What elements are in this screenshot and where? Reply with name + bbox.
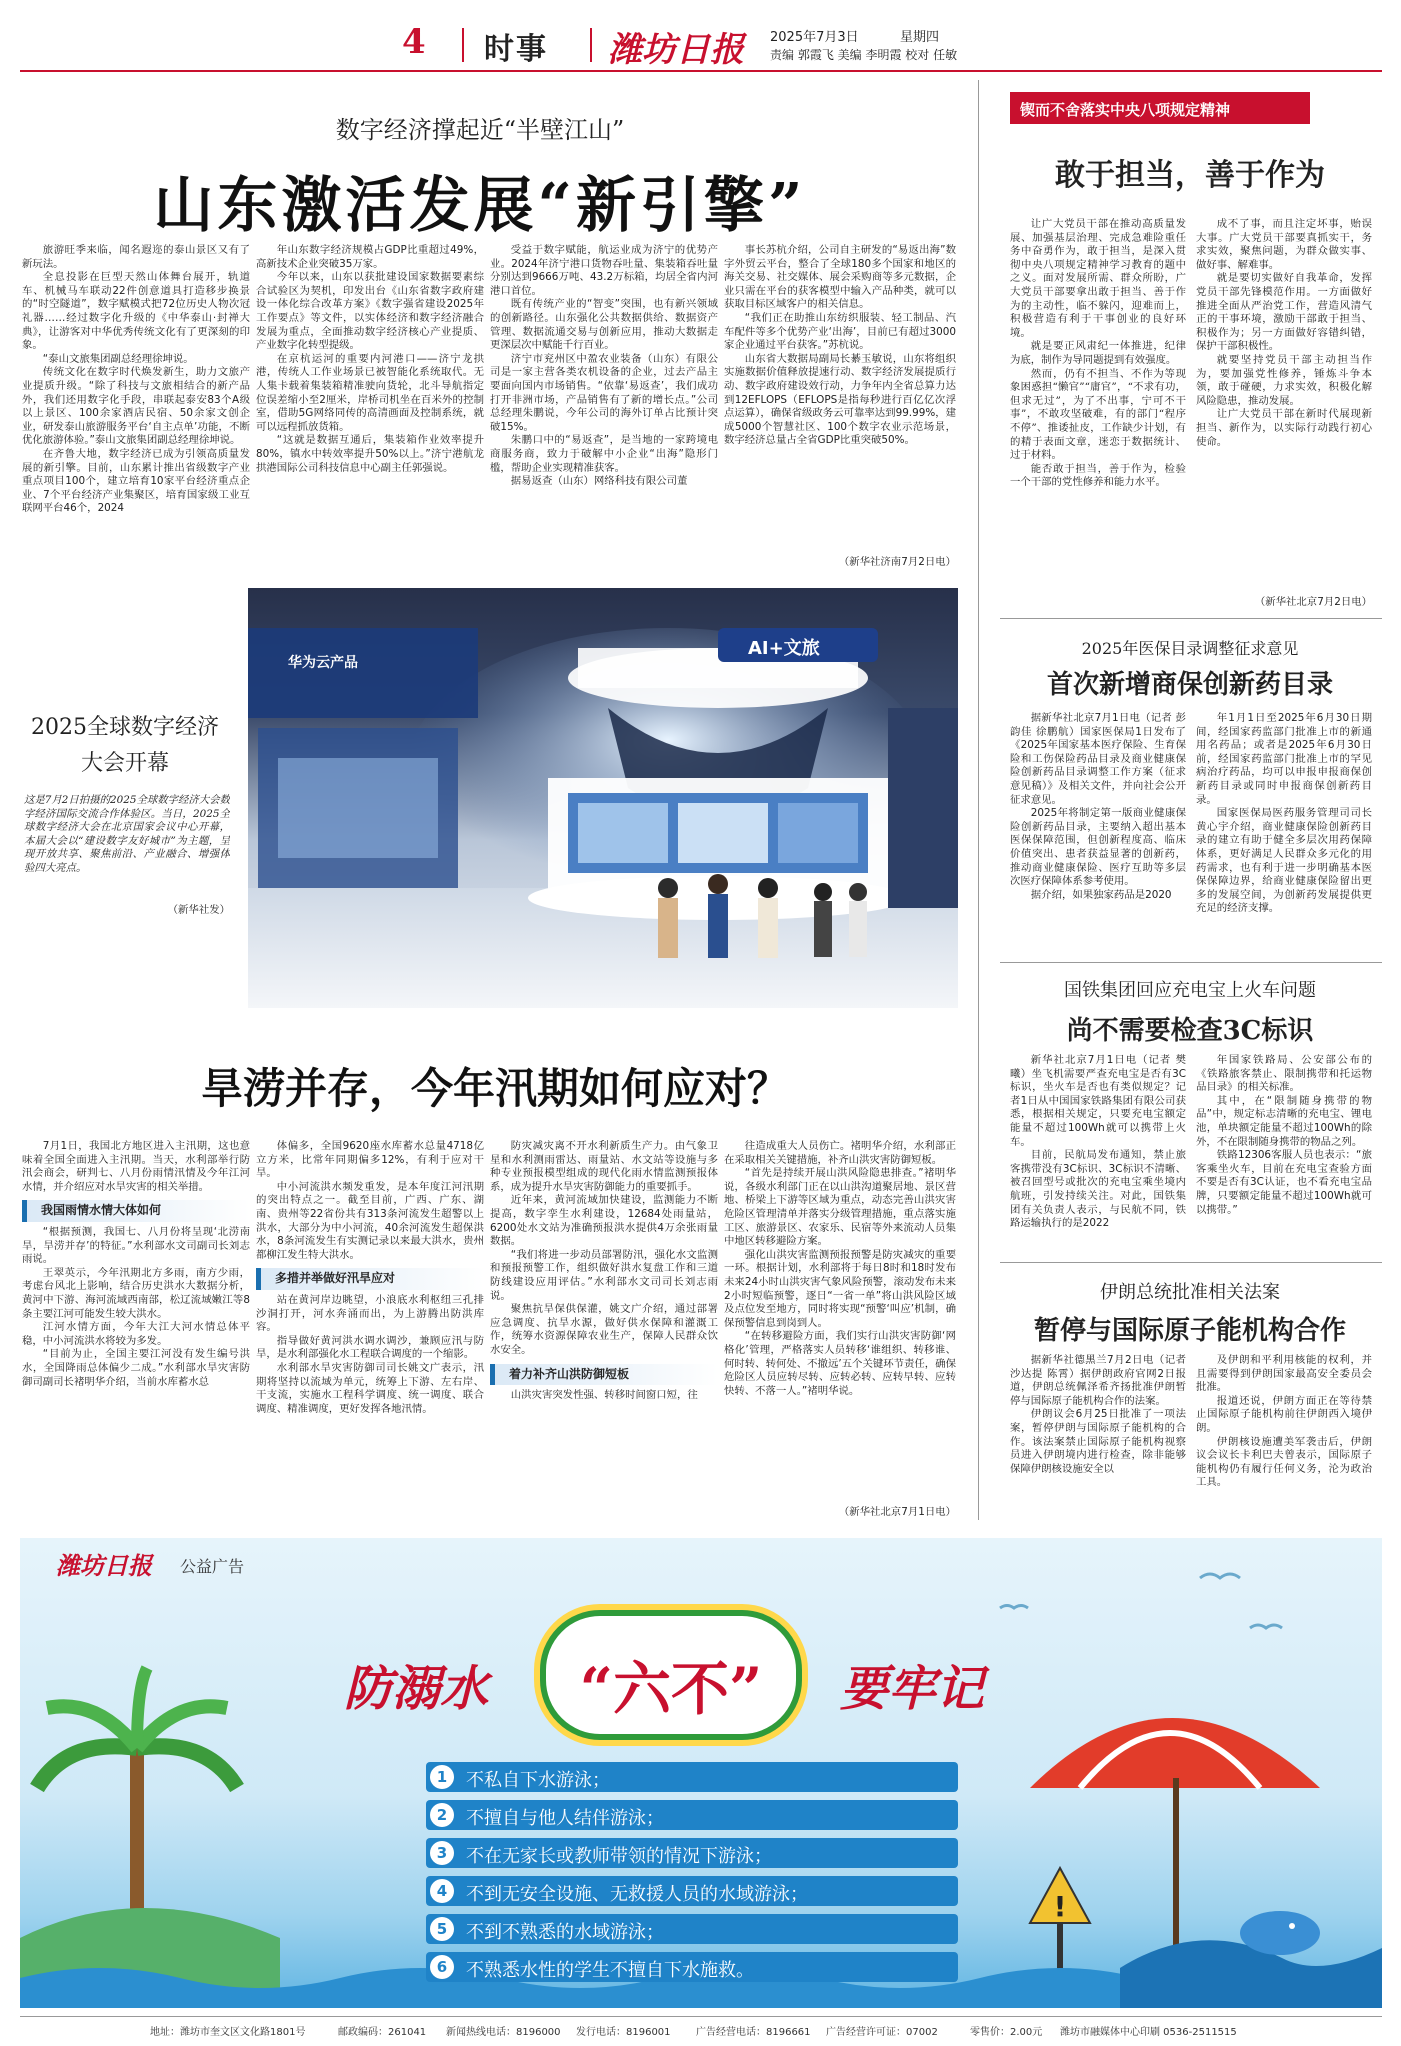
right4-kicker: 伊朗总统批准相关法案 (1100, 1282, 1280, 1303)
right4-col1: 据新华社德黑兰7月2日电（记者 沙达提 陈霄）据伊朗政府官网2日报道，伊朗总统佩泽希齐扬批准伊朗暂停与国际原子能机构合作的法案。 伊朗议会6月25日批准了一项法案，暂停伊朗与国际原子能机构的合作。该法案禁止国际原子能机构视察员进入伊朗境内进行检查，除非能够保障伊朗核设施安全以 (1010, 1354, 1186, 1475)
photo-title-line2: 大会开幕 (80, 751, 169, 776)
expo-photo (248, 588, 958, 1008)
article2-col2: 体偏多，全国9620座水库蓄水总量4718亿立方米，比常年同期偏多12%，有利于应对干旱。 中小河流洪水频发重发，是本年度江河汛期的突出特点之一。截至目前，广西、广东、湖南、贵州等22省份共有313条河流发生超警以上洪水，大部分为中小河流，40余河流发生超保洪水，8条河流发生有实测记录以来最大洪水，贵州都柳江发生特大洪水。 多措并举做好汛旱应对 站在黄河岸边眺望，小浪底水利枢纽三孔排沙洞打开，河水奔涌而出，为上游腾出防洪库容。 指导做好黄河洪水调水调沙，兼顾应汛与防旱，是水利部强化水工程联合调度的一个缩影。 水利部水旱灾害防御司司长姚文广表示，汛期将坚持以流域为单元，统筹上下游、左右岸、干支流，实施水工程科学调度、统一调度、联合调度、精准调度，更好发挥各地汛情。 (256, 1140, 484, 1415)
article1-col1: 旅游旺季来临，闻名遐迩的泰山景区又有了新玩法。 全息投影在巨型天然山体舞台展开，轨道车、机械马车联动22件创意道具打造移步换景的“时空隧道”，数字赋模式把72位历史人物次冠礼器……经过数字化升级的《中华泰山·封禅大典》，让游客对中华优秀传统文化有了更深刻的印象。 “泰山文旅集团副总经理徐坤说。 传统文化在数字时代焕发新生，助力文旅产业提质升级。“除了科技与文旅相结合的新产品外，我们还用数字化手段，串联起泰安83个A级以上景区、100余家酒店民宿、50余家文创企业，研发泰山旅游服务平台‘自主点单’功能，不断优化旅游体验。”泰山文旅集团副总经理徐坤说。 在齐鲁大地，数字经济已成为引领高质量发展的新引擎。目前，山东累计推出省级数字产业重点项目100个，建立培育10家平台经济重点企业、7个平台经济产业集聚区，培育国家级工业互联网平台46个，2024 (22, 244, 250, 515)
ad-title-right: 要牢记 (840, 1661, 985, 1717)
article-kicker: 数字经济撑起近“半壁江山” (335, 116, 625, 144)
right3-col1: 新华社北京7月1日电（记者 樊曦）坐飞机需要严查充电宝是否有3C标识，坐火车是否也有类似规定？记者1日从中国国家铁路集团有限公司获悉，根据相关规定，只要充电宝额定能量不超过100Wh就可以携带上火车。 目前，民航局发布通知，禁止旅客携带没有3C标识、3C标识不清晰、被召回型号或批次的充电宝乘坐境内航班，引发持续关注。对此，国铁集团有关负责人表示，与民航不同，铁路运输执行的是2022 (1010, 1054, 1186, 1230)
ad-rule-item (426, 1876, 958, 1906)
ad-rule-number: 6 (430, 1955, 454, 1979)
ad-title-mid: “六不” (579, 1655, 763, 1723)
header-divider (462, 28, 464, 62)
article2-col3: 防灾减灾离不开水利新质生产力。由气象卫星和水利测雨雷达、雨量站、水文站等设施与多种专业预报模型组成的现代化雨水情监测预报体系，成为提升水旱灾害防御能力的重要抓手。 近年来，黄河流域加快建设，监测能力不断提高，数字孪生水利建设，12684处雨量站，6200处水文站为准确预报洪水提供4万余张雨量数据。 “我们将进一步动员部署防汛，强化水文监测和预报预警工作，组织做好洪水复盘工作和三道防线建设应用评估。”水利部水文司司长刘志雨说。 聚焦抗旱保供保灌，姚文广介绍，通过部署应急调度、抗旱水源，做好供水保障和灌溉工作，统筹水资源保障农业生产，保障人民群众饮水安全。 着力补齐山洪防御短板 山洪灾害突发性强、转移时间窗口短，往 (490, 1140, 718, 1402)
section-name: 时事 (484, 32, 548, 67)
right1-col2: 成不了事，而且注定坏事，贻误大事。广大党员干部要真抓实干，务求实效，聚焦问题，为群众做实事、做好事、解难事。 就是要切实做好自我革命，发挥党员干部先锋模范作用。一方面做好推进全面从严治党工作，营造风清气正的干事环境，激励干部敢于担当、积极作为；另一方面做好容错纠错，保护干部积极性。 就要坚持党员干部主动担当作为，要加强党性修养，锤炼斗争本领，敢于碰硬，力求实效，积极化解风险隐患，推动发展。 让广大党员干部在新时代展现新担当、新作为，以实际行动践行初心使命。 (1196, 218, 1372, 448)
ad-rule-number: 5 (430, 1917, 454, 1941)
expo-sign-left: 华为云产品 (288, 655, 358, 671)
column-separator (978, 80, 979, 1520)
article1-credit: （新华社济南7月2日电） (838, 556, 956, 568)
right2-kicker: 2025年医保目录调整征求意见 (1081, 639, 1299, 658)
article-headline: 山东激活发展“新引擎” (153, 171, 807, 241)
ad-rule-number: 1 (430, 1765, 454, 1789)
article1-col3: 受益于数字赋能，航运业成为济宁的优势产业。2024年济宁港口货物吞吐量、集装箱吞吐量分别达到9666万吨、43.2万标箱，均居全省内河港口首位。 既有传统产业的“智变”突围，也有新兴领域的创新路径。山东强化公共数据供给、数据资产管理、数据流通交易与创新应用，推动大数据走更深层次中赋能千行百业。 济宁市兖州区中盈农业装备（山东）有限公司是一家主营各类农机设备的企业，过去产品主要面向国内市场销售。“依靠‘易返查’，我们成功打开非洲市场，产品销售有了新的增长点。”公司总经理朱鹏说，今年公司的海外订单占比预计突破15%。 朱鹏口中的“易返查”，是当地的一家跨境电商服务商，致力于破解中小企业“出海”隐形门槛，帮助企业实现精准获客。 据易返查（山东）网络科技有限公司董 (490, 244, 718, 488)
footer-price: 零售价：2.00元 (970, 2027, 1043, 2038)
right1-headline: 敢于担当，善于作为 (1055, 158, 1325, 193)
photo-credit: （新华社发） (167, 904, 230, 916)
ad-rule-text: 不到不熟悉的水域游泳； (466, 1922, 664, 1943)
photo-caption-box (14, 690, 236, 930)
ad-rule-text: 不擅自与他人结伴游泳； (466, 1808, 664, 1829)
right2-col1: 据新华社北京7月1日电（记者 彭韵佳 徐鹏航）国家医保局1日发布了《2025年国家基本医疗保险、生育保险和工伤保险药品目录及商业健康保险创新药品目录调整工作方案（征求意见稿）》及相关文件，并向社会公开征求意见。 2025年将制定第一版商业健康保险创新药品目录，主要纳入超出基本医保保障范围，但创新程度高、临床价值突出、患者获益显著的创新药，推动商业健康保险、医疗互助等多层次医疗保障体系参考使用。 据介绍，如果独家药品是2020 (1010, 712, 1186, 901)
ad-label: 公益广告 (180, 1557, 245, 1576)
expo-photo-illustration (248, 588, 958, 1008)
footer-postcode: 邮政编码：261041 (338, 2027, 427, 2038)
right3-col2: 年国家铁路局、公安部公布的《铁路旅客禁止、限制携带和托运物品目录》的相关标准。 其中，在“限制随身携带的物品”中，规定标志清晰的充电宝、锂电池，单块额定能量不超过100Wh的除外，不在限制随身携带的物品之列。 铁路12306客服人员也表示：“旅客乘坐火车，目前在充电宝查验方面不要是否有3C认证，也不看充电宝品牌，只要额定能量不超过100Wh就可以携带。” (1196, 1054, 1372, 1216)
page-header (0, 0, 1401, 74)
article2-credit: （新华社北京7月1日电） (838, 1506, 956, 1518)
section-heading-measures: 多措并举做好汛旱应对 (256, 1268, 484, 1290)
page-footer (20, 2016, 1382, 2038)
article2-headline: 旱涝并存，今年汛期如何应对？ (200, 1064, 789, 1113)
ad-rule-text: 不在无家长或教师带领的情况下游泳； (466, 1846, 772, 1867)
right4-col2: 及伊朗和平利用核能的权利，并且需要得到伊朗国家最高安全委员会批准。 报道还说，伊朗方面正在等待禁止国际原子能机构前往伊朗西入境伊朗。 伊朗核设施遭美军袭击后，伊朗议会议长卡利巴夫曾表示，国际原子能机构仍有履行任何义务，沦为政治工具。 (1196, 1354, 1372, 1489)
right-divider-2 (1000, 962, 1382, 963)
ad-rule-item (426, 1838, 958, 1868)
ad-rule-number: 4 (430, 1879, 454, 1903)
header-rule (20, 70, 1382, 72)
footer-printer: 潍坊市融媒体中心印刷 0536-2511515 (1060, 2027, 1237, 2038)
weekday: 星期四 (900, 30, 940, 45)
footer-news-phone: 新闻热线电话：8196000 (446, 2027, 561, 2038)
svg-text:!: ! (1053, 1890, 1067, 1923)
ad-rule-text: 不私自下水游泳； (466, 1770, 610, 1791)
article1-col2: 年山东数字经济规模占GDP比重超过49%，高新技术企业突破35万家。 今年以来，山东以获批建设国家数据要素综合试验区为契机，印发出台《山东省数字政府建设一体化综合改革方案》《数字强省建设2025年工作要点》等文件，以实体经济和数字经济融合发展为重点，全面推动数字经济核心产业提质、产业数字化转型提级。 在京杭运河的重要内河港口——济宁龙拱港，传统人工作业场景已被智能化系统取代。无人集卡载着集装箱精准驶向货轮，北斗导航指定位误差缩小至2厘米，岸桥司机坐在百米外的控制室，借助5G网络同传的高清画面及控制系统，就可以远程抓放货箱。 “这就是数据互通后，集装箱作业效率提升80%，镇水中转效率提升50%以上。”济宁港航龙拱港国际公司科技信息中心副主任郭强说。 (256, 244, 484, 474)
right-divider-3 (1000, 1262, 1382, 1263)
expo-sign-right: AI+文旅 (748, 638, 820, 659)
right1-col1: 让广大党员干部在推动高质量发展、加强基层治理、完成急难险重任务中奋勇作为，敢于担当，是深入贯彻中央八项规定精神学习教育的题中之义。面对发展所需、群众所盼，广大党员干部要拿出敢于担当、善于作为的主动性，临不躲闪，迎难而上，积极营造有利于干事创业的良好环境。 就是要正风肃纪一体推进，纪律为底，制作为导同题提到有效强度。 然而，仍有不担当、不作为等现象困惑担“懒官”“庸官”，“不求有功，但求无过”，为了不出事，宁可不干事”，不敢攻坚破难，有的部门“程序不停”、推诿扯皮，工作缺少计划，有的精于表面文章，迷恋于数据统计、过于材料。 能否敢于担当，善于作为，检验一个干部的党性修养和能力水平。 (1010, 218, 1186, 489)
article2-col4: 往造成重大人员伤亡。褚明华介绍，水利部正在采取相关关键措施，补齐山洪灾害防御短板。 “首先是持续开展山洪风险隐患排查。”褚明华说，各级水利部门正在以山洪沟道聚居地、景区营地、桥梁上下游等区域为重点，动态完善山洪灾害危险区管理清单并落实分级管理措施，重点落实施工区、旅游景区、农家乐、民宿等外来流动人员集中地区转移避险方案。 强化山洪灾害监测预报预警是防灾减灾的重要一环。根据计划，水利部将于每日8时和18时发布未来24小时山洪灾害气象风险预警，滚动发布未来2小时短临预警，逐日“一省一单”将山洪风险区域及点位发至地方，同时将实现“预警‘叫应’机制，确保预警信息到岗到人。 “在转移避险方面，我们实行山洪灾害防御‘网格化’管理，严格落实人员转移‘谁组织、转移谁、何时转、转何处、不撤远’五个关键环节责任，确保危险区人员应转尽转、应转必转、应转早转、应转快转、不落一人。”褚明华说。 (724, 1140, 956, 1397)
ad-brand-bar (20, 1538, 280, 1584)
right2-headline: 首次新增商保创新药目录 (1046, 670, 1333, 700)
page-number: 4 (402, 22, 426, 62)
ad-rule-text: 不到无安全设施、无救援人员的水域游泳； (466, 1884, 808, 1905)
right-divider-1 (1000, 618, 1382, 619)
article1-col4: 事长苏杭介绍，公司自主研发的“易返出海”数字外贸云平台，整合了全球180多个国家和地区的海关交易、社交媒体、展会采购商等多元数据，企业只需在平台的获客模型中输入产品种类，就可以获取目标区域客户的相关信息。 “我们正在助推山东纺织服装、轻工制品、汽车配件等多个优势产业‘出海’，目前已有超过3000家企业通过平台获客。”苏杭说。 山东省大数据局副局长綦玉敏说，山东将组织实施数据价值释放提速行动、数字经济发展提质行动、数字政府建设效行动，力争年内全省总算力达到12EFLOPS（EFLOPS是指每秒进行百亿亿次浮点运算），确保省级政务云可靠率达到99.99%，建成5000个智慧社区、100个数字农业示范场景，数字经济总量占全省GDP比重突破50%。 (724, 244, 956, 447)
ad-rule-number: 3 (430, 1841, 454, 1865)
footer-address: 地址：潍坊市奎文区文化路1801号 (150, 2027, 306, 2038)
right3-headline: 尚不需要检查3C标识 (1066, 1016, 1314, 1046)
ad-rule-item (426, 1800, 958, 1830)
ad-rule-text: 不熟悉水性的学生不擅自下水施救。 (466, 1960, 754, 1981)
right1-credit: （新华社北京7月2日电） (1254, 596, 1372, 608)
ad-rule-item (426, 1952, 958, 1982)
section-heading-rain: 我国雨情水情大体如何 (22, 1200, 250, 1222)
photo-title-line1: 2025全球数字经济 (31, 715, 219, 740)
photo-caption: 这是7月2日拍摄的2025全球数字经济大会数字经济国际交流合作体验区。当日，2025全球数字经济大会在北京国家会议中心开幕，本届大会以“建设数字友好城市”为主题，呈现开放共享、聚焦前沿、产业融合、增强体验四大亮点。 (24, 794, 230, 874)
editors-line: 责编 郭霞飞 美编 李明霞 校对 任敏 (770, 48, 958, 62)
ad-title-badge (540, 1610, 802, 1740)
right2-col2: 年1月1日至2025年6月30日期间，经国家药监部门批准上市的新通用名药品；或者是2025年6月30日前，经国家药监部门批准上市的罕见病治疗药品，均可以申报申报商保创新药目录或同时申报商保创新药目录。 国家医保局医药服务管理司司长黄心宇介绍，商业健康保险创新药目录的建立有助于健全多层次用药保障体系，更好满足人民群众多元化的用药需求，也有利于进一步明确基本医保保障边界，给商业健康保险留出更多的发展空间，为创新药发展提供更充足的经济支撑。 (1196, 712, 1372, 915)
header-divider-2 (590, 28, 592, 62)
ad-rule-item (426, 1914, 958, 1944)
footer-ad-phone: 广告经营电话：8196661 (696, 2027, 811, 2038)
right-banner-text: 锲而不舍落实中央八项规定精神 (1020, 101, 1231, 119)
ad-rule-number: 2 (430, 1803, 454, 1827)
footer-distribution-phone: 发行电话：8196001 (576, 2027, 671, 2038)
issue-date: 2025年7月3日 (770, 30, 859, 45)
paper-logo: 潍坊日报 (608, 30, 744, 70)
right-banner (1010, 92, 1310, 124)
footer-ad-license: 广告经营许可证：07002 (826, 2027, 938, 2038)
ad-brand: 潍坊日报 (56, 1551, 152, 1580)
ad-rule-item (426, 1762, 958, 1792)
ad-rule-list (426, 1762, 966, 2002)
ad-title-left: 防溺水 (344, 1661, 489, 1717)
article2-col1: 7月1日，我国北方地区进入主汛期，这也意味着全国全面进入主汛期。当天，水利部举行防汛会商会，研判七、八月份雨情汛情及今年江河水情，并介绍应对水旱灾害的相关举措。 我国雨情水情大体如何 “根据预测，我国七、八月份将呈现‘北涝南旱，旱涝并存’的特征。”水利部水文司副司长刘志雨说。 王翠英示，今年汛期北方多雨，南方少雨，考虑台风北上影响，结合历史洪水大数据分析，黄河中下游、海河流域西南部，松辽流域嫩江等8条主要江河可能发生较大洪水。 江河水情方面，今年大江大河水情总体平稳，中小河流洪水将较为多发。 “目前为止，全国主要江河没有发生编号洪水，全国降雨总体偏少二成。”水利部水旱灾害防御司副司长褚明华介绍，当前水库蓄水总 (22, 1140, 250, 1388)
right3-kicker: 国铁集团回应充电宝上火车问题 (1064, 980, 1316, 1001)
section-heading-flash-flood: 着力补齐山洪防御短板 (490, 1364, 718, 1386)
right4-headline: 暂停与国际原子能机构合作 (1033, 1316, 1346, 1346)
public-service-ad (20, 1538, 1382, 2008)
